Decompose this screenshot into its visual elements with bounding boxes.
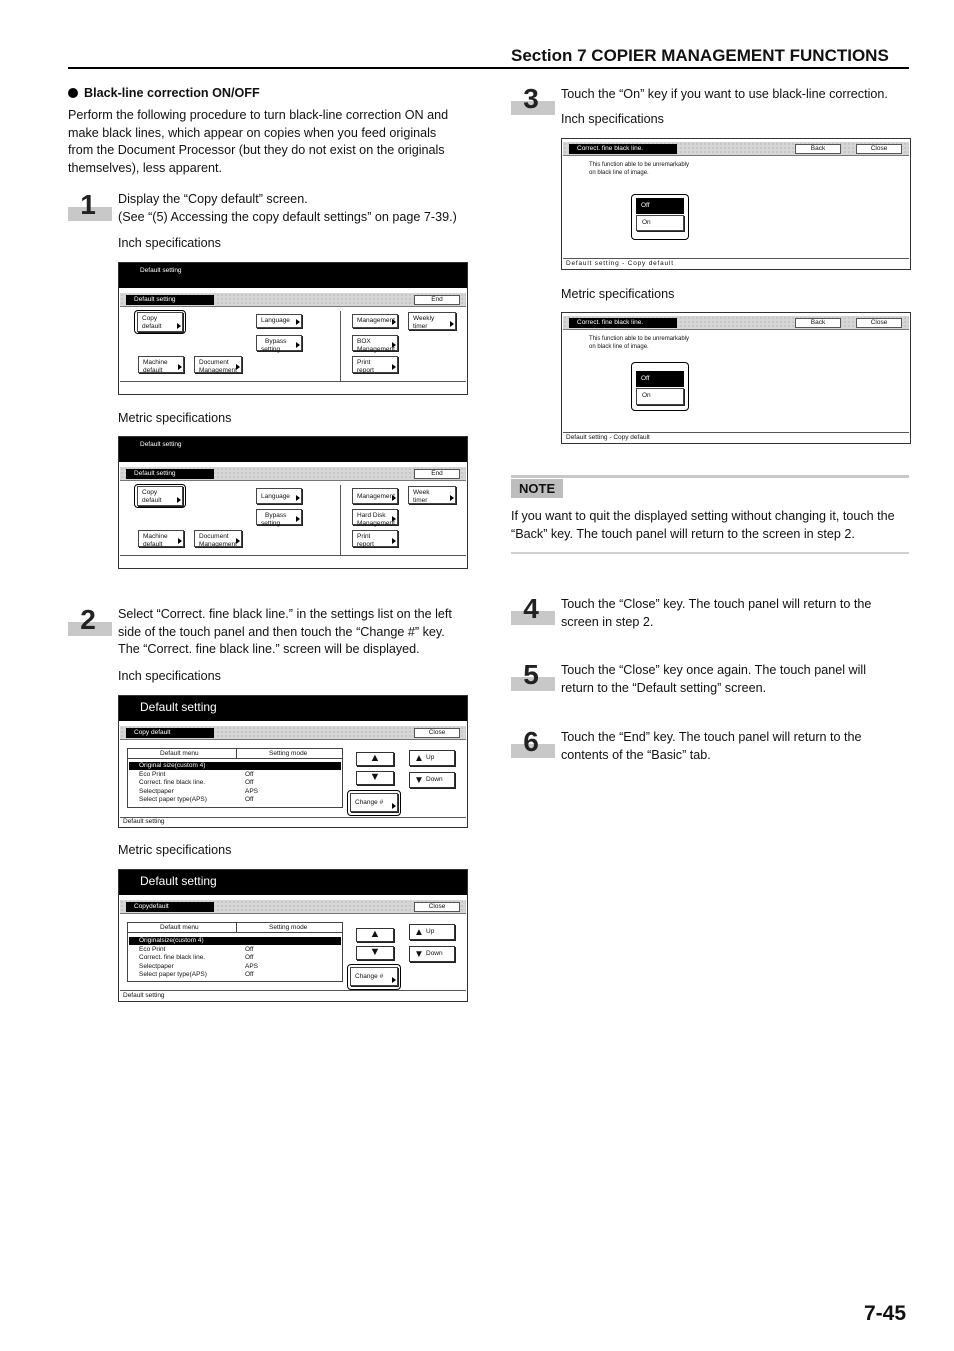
- title-band: [120, 900, 466, 914]
- description: This function able to be unremarkably on black line of image.: [589, 336, 690, 350]
- list-item[interactable]: Select paper type(APS) Off: [139, 796, 254, 803]
- triangle-up-icon: ▲: [369, 928, 381, 940]
- list-item[interactable]: Correct. fine black line. Off: [139, 779, 254, 786]
- list-row-selected[interactable]: Original size(custom 4): [129, 762, 341, 770]
- step1-metric-label: Metric specifications: [118, 411, 232, 425]
- step2-metric-label: Metric specifications: [118, 843, 232, 857]
- band-label: Default setting: [126, 295, 214, 305]
- triangle-down-icon: ▼: [369, 771, 381, 783]
- intro-heading-text: Black-line correction ON/OFF: [84, 86, 260, 100]
- change-number-button[interactable]: Change #: [350, 793, 398, 812]
- title-band: [120, 293, 466, 307]
- print-report-button[interactable]: Print report: [352, 530, 398, 547]
- up-arrow-icon: ▲: [414, 927, 424, 938]
- week-timer-button[interactable]: Week timer: [408, 486, 456, 504]
- band-label: Copy default: [126, 728, 214, 738]
- intro-paragraph: Perform the following procedure to turn black-line correction ON and make black lines, which appear on copies when you feed originals from the Document Processor (but they do not exist on the originals themselves), less apparent.: [68, 108, 449, 175]
- down-button[interactable]: ▼ Down: [409, 772, 455, 788]
- off-option[interactable]: Off: [636, 198, 684, 214]
- document-management-button[interactable]: Document Management: [194, 356, 242, 373]
- screen-footer: Default setting - Copy default: [566, 434, 650, 441]
- scroll-up-button[interactable]: [356, 928, 394, 942]
- section-title: Section 7 COPIER MANAGEMENT FUNCTIONS: [511, 46, 889, 65]
- up-arrow-icon: ▲: [414, 753, 424, 764]
- language-button[interactable]: Language: [256, 488, 302, 504]
- machine-default-button[interactable]: Machine default: [138, 356, 184, 373]
- note-tag: NOTE: [511, 479, 563, 498]
- list-item[interactable]: Selectpaper APS: [139, 788, 259, 795]
- bypass-setting-button[interactable]: Bypass setting: [256, 335, 302, 351]
- end-button[interactable]: End: [414, 469, 460, 479]
- settings-list: [127, 922, 343, 982]
- on-option[interactable]: On: [636, 215, 684, 231]
- band-label: Correct. fine black line.: [569, 144, 677, 154]
- scroll-up-button[interactable]: [356, 752, 394, 766]
- step5-number: 5: [511, 663, 555, 693]
- list-row-selected[interactable]: Originalsize(custom 4): [129, 937, 341, 945]
- bypass-setting-button[interactable]: Bypass setting: [256, 509, 302, 525]
- management-button[interactable]: Management: [352, 314, 398, 328]
- step2-inch-label: Inch specifications: [118, 669, 221, 683]
- title-band: [563, 142, 909, 156]
- language-button[interactable]: Language: [256, 314, 302, 328]
- box-management-button[interactable]: BOX Management: [352, 335, 398, 351]
- step3-inch-label: Inch specifications: [561, 112, 664, 126]
- col-default-menu: Default menu: [160, 924, 199, 931]
- screen-footer: Default setting: [123, 992, 165, 999]
- default-setting-screen-metric: [118, 436, 468, 569]
- scroll-down-button[interactable]: [356, 946, 394, 960]
- step3-text: Touch the “On” key if you want to use black-line correction.: [561, 87, 888, 101]
- back-button[interactable]: Back: [795, 144, 841, 154]
- up-button[interactable]: ▲ Up: [409, 750, 455, 766]
- screen-title: Default setting: [119, 263, 467, 288]
- list-item[interactable]: Eco Print Off: [139, 946, 254, 953]
- note-block: [511, 475, 909, 555]
- down-button[interactable]: ▼ Down: [409, 946, 455, 962]
- down-arrow-icon: ▼: [414, 949, 424, 960]
- step2-text: Select “Correct. fine black line.” in the settings list on the left side of the touch panel and then touch the “Change #” key. The “Correct. fine black line.” screen will be displayed.: [118, 607, 452, 656]
- title-band: [120, 467, 466, 481]
- default-setting-screen-inch: [118, 262, 468, 395]
- note-text: If you want to quit the displayed setting without changing it, touch the “Back” key. The touch panel will return to the screen in step 2.: [511, 509, 895, 541]
- settings-list: [127, 748, 343, 808]
- step4-number: 4: [511, 597, 555, 627]
- document-management-button[interactable]: Document Management: [194, 530, 242, 547]
- black-line-screen-metric: [561, 312, 911, 444]
- header-rule: [68, 67, 909, 69]
- step3-number: 3: [511, 87, 555, 117]
- copy-default-screen-inch: [118, 695, 468, 828]
- step6-number: 6: [511, 730, 555, 760]
- copy-default-button[interactable]: Copy default: [137, 486, 183, 506]
- screen-title: Default setting: [119, 870, 467, 895]
- bullet-icon: [68, 88, 78, 98]
- title-band: [563, 316, 909, 330]
- col-setting-mode: Setting mode: [269, 924, 308, 931]
- list-item[interactable]: Eco Print Off: [139, 771, 254, 778]
- title-band: [120, 726, 466, 740]
- band-label: Default setting: [126, 469, 214, 479]
- close-button[interactable]: Close: [414, 902, 460, 912]
- band-label: Correct. fine black line.: [569, 318, 677, 328]
- list-item[interactable]: Correct. fine black line. Off: [139, 954, 254, 961]
- list-item[interactable]: Selectpaper APS: [139, 963, 259, 970]
- machine-default-button[interactable]: Machine default: [138, 530, 184, 547]
- off-option[interactable]: Off: [636, 371, 684, 387]
- col-setting-mode: Setting mode: [269, 750, 308, 757]
- black-line-screen-inch: [561, 138, 911, 270]
- step6-text: Touch the “End” key. The touch panel will return to the contents of the “Basic” tab.: [561, 730, 862, 762]
- management-button[interactable]: Management: [352, 488, 398, 504]
- scroll-down-button[interactable]: [356, 771, 394, 785]
- step1-line2: (See “(5) Accessing the copy default settings” on page 7-39.): [118, 210, 457, 224]
- print-report-button[interactable]: Print report: [352, 356, 398, 373]
- step1-line1: Display the “Copy default” screen.: [118, 192, 308, 206]
- close-button[interactable]: Close: [856, 144, 902, 154]
- back-button[interactable]: Back: [795, 318, 841, 328]
- screen-title: Default setting: [119, 696, 467, 721]
- step2-number: 2: [68, 608, 112, 638]
- triangle-up-icon: ▲: [369, 752, 381, 764]
- copy-default-screen-metric: [118, 869, 468, 1002]
- close-button[interactable]: Close: [856, 318, 902, 328]
- screen-footer: Default setting - Copy default: [566, 260, 674, 267]
- step4-text: Touch the “Close” key. The touch panel will return to the screen in step 2.: [561, 597, 872, 629]
- screen-title: Default setting: [119, 437, 467, 462]
- page-number: 7-45: [864, 1302, 907, 1325]
- step1-number: 1: [68, 193, 112, 223]
- close-button[interactable]: Close: [414, 728, 460, 738]
- step5-text: Touch the “Close” key once again. The touch panel will return to the “Default setting” screen.: [561, 663, 866, 695]
- screen-footer: Default setting: [123, 818, 165, 825]
- band-label: Copydefault: [126, 902, 214, 912]
- end-button[interactable]: End: [414, 295, 460, 305]
- on-option[interactable]: On: [636, 388, 684, 405]
- list-item[interactable]: Select paper type(APS) Off: [139, 971, 254, 978]
- change-number-button[interactable]: Change #: [350, 967, 398, 986]
- step3-metric-label: Metric specifications: [561, 287, 675, 301]
- col-default-menu: Default menu: [160, 750, 199, 757]
- up-button[interactable]: ▲ Up: [409, 924, 455, 940]
- step1-inch-label: Inch specifications: [118, 236, 221, 250]
- weekly-timer-button[interactable]: Weekly timer: [408, 312, 456, 330]
- hard-disk-management-button[interactable]: Hard Disk Management: [352, 509, 398, 525]
- intro-heading: [68, 86, 260, 100]
- triangle-down-icon: ▼: [369, 946, 381, 958]
- copy-default-button[interactable]: Copy default: [137, 312, 183, 332]
- down-arrow-icon: ▼: [414, 775, 424, 786]
- description: This function able to be unremarkably on black line of image.: [589, 162, 690, 176]
